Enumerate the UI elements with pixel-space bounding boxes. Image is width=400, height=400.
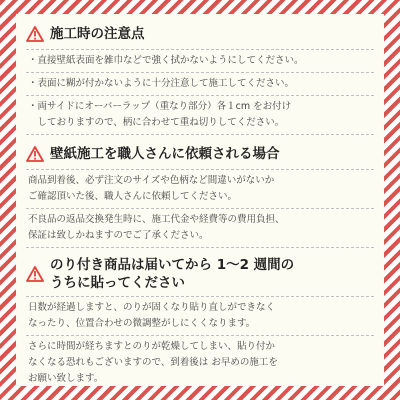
list-item: ご確認頂いた後、職人さんに依頼してください。: [26, 189, 374, 209]
warning-triangle-icon: [26, 266, 44, 282]
list-item: ・表面に糊が付かないように十分注意して施工してください。: [26, 73, 374, 96]
section-body: [26, 49, 374, 135]
section-body: [26, 169, 374, 248]
list-item: お願い致します。: [28, 373, 104, 384]
section-body: [26, 296, 374, 390]
notice-card: [16, 14, 384, 386]
section-title: 壁紙施工を職人さんに依頼される場合: [50, 146, 280, 162]
section-heading: [26, 21, 374, 47]
warning-triangle-icon: [26, 146, 44, 162]
list-item: なったり、位置合わせの微調整がしにくくなります。: [26, 316, 374, 336]
section-professional-install: [26, 141, 374, 248]
list-item: 不良品の返品交換発生時に、施工代金や経費等の費用負担、: [28, 214, 285, 225]
list-item: ・両サイドにオーバーラップ（重なり部分）各１cm をお付け: [28, 101, 292, 112]
list-item: 日数が経過しますと、のりが固くなり貼り直しができなく: [28, 302, 276, 313]
list-item: しておりますので、柄に合わせて重ね切りしてください。: [26, 115, 374, 135]
list-item: 商品到着後、必ず注文のサイズや色柄など間違いがないか: [28, 175, 275, 186]
section-title: 施工時の注意点: [50, 26, 145, 42]
section-adhesive-timing: [26, 254, 374, 390]
section-heading: [26, 141, 374, 167]
warning-triangle-icon: [26, 26, 44, 42]
section-installation-notes: [26, 21, 374, 135]
section-title: のり付き商品は届いてから 1〜2 週間の うちに貼ってください: [50, 257, 295, 291]
list-item: なくなる恐れもございますので、到着後は お早めの施工を: [28, 357, 278, 368]
section-heading: [26, 254, 374, 294]
list-item: さらに時間が経ちますとのりが乾燥してしまい、貼り付か: [28, 341, 276, 352]
list-item: 保証は致しかねますのでご了承ください。: [26, 228, 374, 248]
list-item: ・直接壁紙表面を雑巾などで強く拭かないようにしてください。: [26, 50, 374, 73]
